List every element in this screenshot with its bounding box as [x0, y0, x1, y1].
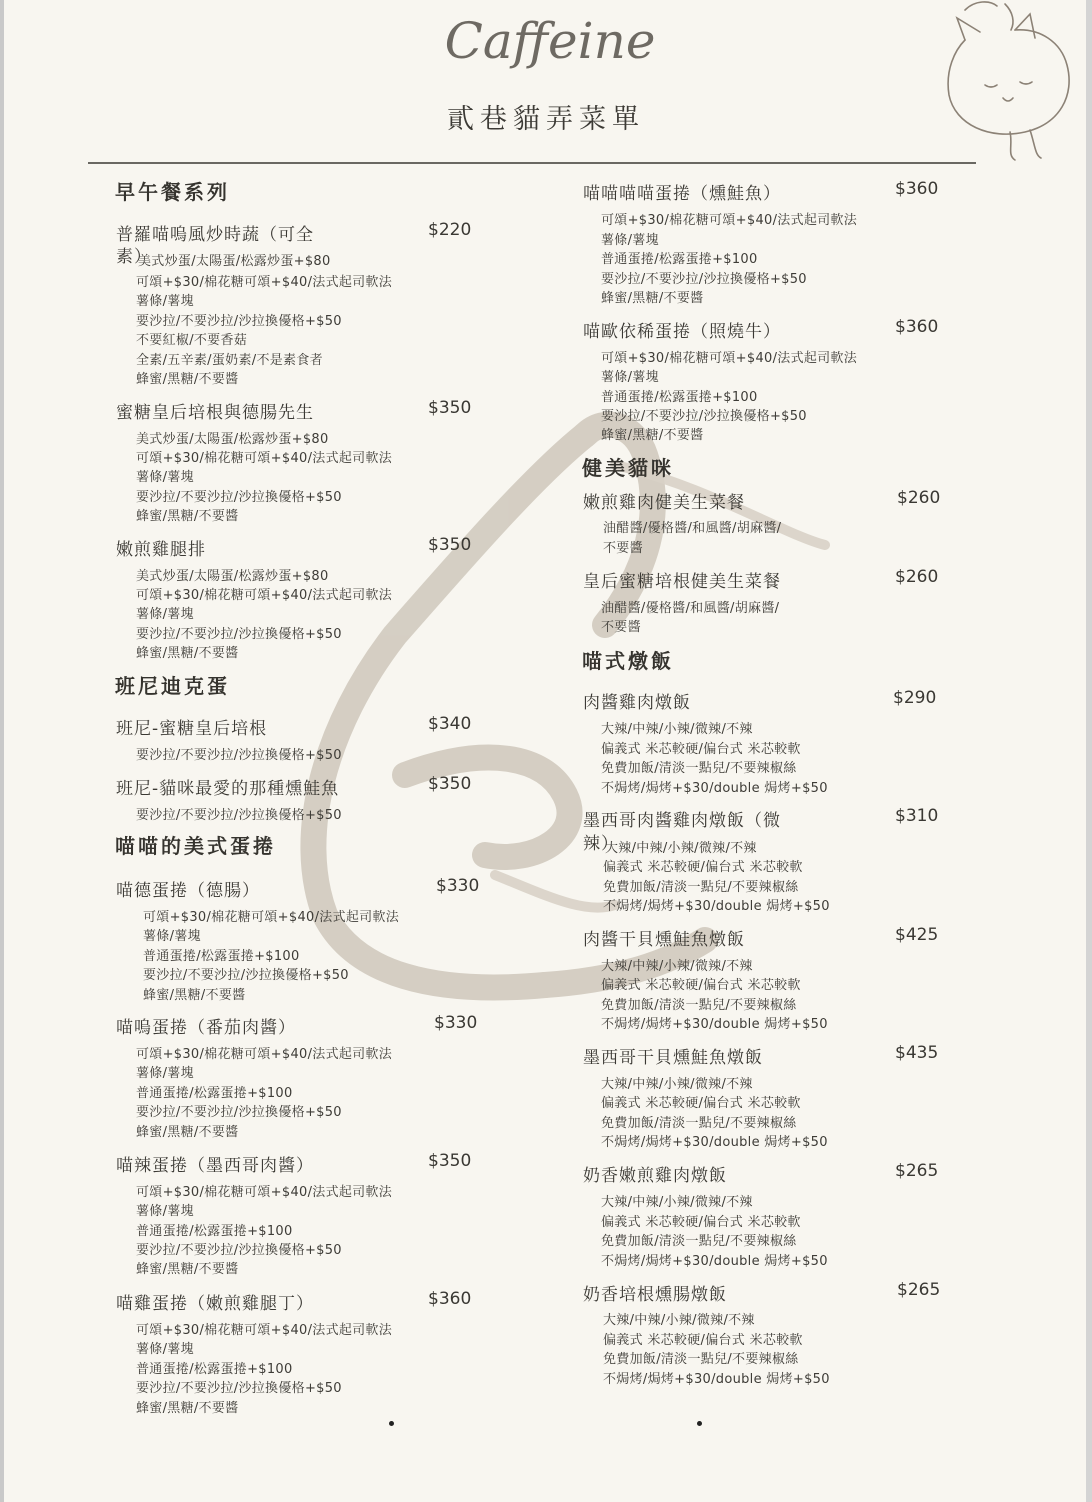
menu-item-name: 喵歐依稀蛋捲（照燒牛）: [583, 322, 781, 342]
menu-item-name: 班尼-蜜糖皇后培根: [116, 719, 268, 739]
menu-item-option: 免費加飯/清淡一點兒/不要辣椒絲: [601, 1234, 797, 1249]
menu-item-price: $425: [895, 925, 939, 945]
menu-item-name: 喵喵喵喵蛋捲（燻鮭魚）: [583, 184, 781, 204]
menu-item-option: 大辣/中辣/小辣/微辣/不辣: [603, 1313, 755, 1328]
menu-item-option: 薯條/薯塊: [136, 1342, 194, 1357]
menu-item-option: 普通蛋捲/松露蛋捲+$100: [601, 252, 758, 267]
menu-item-option: 可頌+$30/棉花糖可頌+$40/法式起司軟法: [601, 213, 858, 228]
menu-item-option: 蜂蜜/黑糖/不要醬: [601, 291, 704, 306]
menu-item-option: 大辣/中辣/小辣/微辣/不辣: [601, 722, 753, 737]
menu-item-option: 可頌+$30/棉花糖可頌+$40/法式起司軟法: [136, 1185, 393, 1200]
menu-item-price: $265: [895, 1161, 939, 1181]
menu-item-option: 大辣/中辣/小辣/微辣/不辣: [601, 1077, 753, 1092]
menu-item-option: 偏義式 米芯較硬/偏台式 米芯較軟: [601, 1215, 801, 1230]
menu-item-option: 蜂蜜/黑糖/不要醬: [136, 509, 239, 524]
menu-item-name: 蜜糖皇后培根與德腸先生: [116, 403, 314, 423]
menu-item-price: $260: [895, 567, 939, 587]
menu-item-name: 墨西哥肉醬雞肉燉飯（微: [583, 811, 781, 831]
menu-item-option: 薯條/薯塊: [136, 1204, 194, 1219]
menu-item-option: 不焗烤/焗烤+$30/double 焗烤+$50: [601, 1254, 828, 1269]
menu-item-option: 免費加飯/清淡一點兒/不要辣椒絲: [601, 998, 797, 1013]
menu-item-option: 免費加飯/清淡一點兒/不要辣椒絲: [603, 880, 799, 895]
menu-item-name: 普羅喵嗚風炒時蔬（可全: [116, 225, 314, 245]
menu-item-option: 不焗烤/焗烤+$30/double 焗烤+$50: [601, 1017, 828, 1032]
menu-item-option: 免費加飯/清淡一點兒/不要辣椒絲: [601, 1116, 797, 1131]
menu-item-option: 免費加飯/清淡一點兒/不要辣椒絲: [603, 1352, 799, 1367]
menu-item-option: 不焗烤/焗烤+$30/double 焗烤+$50: [601, 1135, 828, 1150]
menu-item-option: 要沙拉/不要沙拉/沙拉換優格+$50: [601, 409, 807, 424]
menu-item-option: 大辣/中辣/小辣/微辣/不辣: [601, 1195, 753, 1210]
section-title: 健美貓咪: [582, 456, 674, 480]
menu-item-option: 偏義式 米芯較硬/偏台式 米芯較軟: [601, 978, 801, 993]
menu-item-option: 全素/五辛素/蛋奶素/不是素食者: [136, 353, 323, 368]
menu-item-price: $310: [895, 806, 939, 826]
menu-item-option: 美式炒蛋/太陽蛋/松露炒蛋+$80: [136, 432, 329, 447]
menu-item-option: 可頌+$30/棉花糖可頌+$40/法式起司軟法: [136, 588, 393, 603]
menu-item-option: 可頌+$30/棉花糖可頌+$40/法式起司軟法: [136, 451, 393, 466]
menu-item-option: 要沙拉/不要沙拉/沙拉換優格+$50: [136, 1381, 342, 1396]
menu-item-option: 不要醬: [603, 541, 643, 556]
menu-item-option: 蜂蜜/黑糖/不要醬: [601, 428, 704, 443]
menu-item-name: 墨西哥干貝燻鮭魚燉飯: [583, 1048, 763, 1068]
menu-item-option: 美式炒蛋/太陽蛋/松露炒蛋+$80: [138, 254, 331, 269]
menu-item-option: 不要紅椒/不要香菇: [136, 333, 248, 348]
menu-item-option: 要沙拉/不要沙拉/沙拉換優格+$50: [136, 627, 342, 642]
menu-item-name: 喵辣蛋捲（墨西哥肉醬）: [116, 1156, 314, 1176]
menu-item-option: 可頌+$30/棉花糖可頌+$40/法式起司軟法: [601, 351, 858, 366]
menu-item-option: 普通蛋捲/松露蛋捲+$100: [143, 949, 300, 964]
menu-item-price: $290: [893, 688, 937, 708]
menu-item-name: 皇后蜜糖培根健美生菜餐: [583, 572, 781, 592]
menu-item-option: 不焗烤/焗烤+$30/double 焗烤+$50: [603, 899, 830, 914]
menu-item-price: $350: [428, 535, 472, 555]
header-divider: [88, 162, 976, 164]
menu-item-option: 不要醬: [601, 620, 641, 635]
menu-item-option: 偏義式 米芯較硬/偏台式 米芯較軟: [601, 1096, 801, 1111]
menu-item-option: 薯條/薯塊: [136, 470, 194, 485]
menu-item-option: 要沙拉/不要沙拉/沙拉換優格+$50: [136, 490, 342, 505]
menu-item-option: 要沙拉/不要沙拉/沙拉換優格+$50: [136, 748, 342, 763]
menu-item-option: 不焗烤/焗烤+$30/double 焗烤+$50: [601, 781, 828, 796]
cat-sketch-icon: [935, 0, 1085, 165]
menu-item-price: $360: [428, 1289, 472, 1309]
menu-item-price: $350: [428, 1151, 472, 1171]
menu-item-option: 免費加飯/清淡一點兒/不要辣椒絲: [601, 761, 797, 776]
menu-item-price: $360: [895, 317, 939, 337]
menu-item-option: 薯條/薯塊: [136, 607, 194, 622]
menu-item-option: 蜂蜜/黑糖/不要醬: [136, 646, 239, 661]
menu-item-price: $340: [428, 714, 472, 734]
menu-item-name: 喵雞蛋捲（嫩煎雞腿丁）: [116, 1294, 314, 1314]
menu-item-name-continued: 辣）: [583, 834, 619, 854]
menu-title: 貳巷貓弄菜單: [447, 104, 645, 135]
menu-item-option: 油醋醬/優格醬/和風醬/胡麻醬/: [603, 521, 782, 536]
menu-item-option: 偏義式 米芯較硬/偏台式 米芯較軟: [603, 1333, 803, 1348]
menu-item-option: 偏義式 米芯較硬/偏台式 米芯較軟: [603, 860, 803, 875]
right-frame-edge: [1086, 0, 1092, 1502]
menu-item-option: 普通蛋捲/松露蛋捲+$100: [136, 1086, 293, 1101]
menu-item-price: $330: [436, 876, 480, 896]
menu-item-name: 嫩煎雞腿排: [116, 540, 206, 560]
left-frame-edge: [0, 0, 4, 1502]
menu-item-name: 肉醬干貝燻鮭魚燉飯: [583, 930, 745, 950]
menu-item-option: 要沙拉/不要沙拉/沙拉換優格+$50: [601, 272, 807, 287]
menu-item-option: 可頌+$30/棉花糖可頌+$40/法式起司軟法: [143, 910, 400, 925]
menu-item-option: 蜂蜜/黑糖/不要醬: [143, 988, 246, 1003]
menu-item-option: 美式炒蛋/太陽蛋/松露炒蛋+$80: [136, 569, 329, 584]
menu-item-name: 肉醬雞肉燉飯: [583, 693, 691, 713]
menu-item-price: $360: [895, 179, 939, 199]
menu-item-option: 薯條/薯塊: [143, 929, 201, 944]
menu-item-price: $260: [897, 488, 941, 508]
menu-item-option: 要沙拉/不要沙拉/沙拉換優格+$50: [136, 1243, 342, 1258]
logo-text: Caffeine: [444, 12, 656, 70]
menu-item-option: 要沙拉/不要沙拉/沙拉換優格+$50: [143, 968, 349, 983]
menu-item-option: 偏義式 米芯較硬/偏台式 米芯較軟: [601, 742, 801, 757]
menu-item-name: 奶香嫩煎雞肉燉飯: [583, 1166, 727, 1186]
page-dot: [389, 1421, 394, 1426]
menu-item-option: 大辣/中辣/小辣/微辣/不辣: [605, 841, 757, 856]
menu-item-option: 大辣/中辣/小辣/微辣/不辣: [601, 959, 753, 974]
section-title: 早午餐系列: [115, 180, 230, 204]
menu-item-name: 班尼-貓咪最愛的那種燻鮭魚: [116, 779, 340, 799]
menu-item-price: $350: [428, 398, 472, 418]
menu-item-option: 不焗烤/焗烤+$30/double 焗烤+$50: [603, 1372, 830, 1387]
menu-item-name: 喵嗚蛋捲（番茄肉醬）: [116, 1018, 296, 1038]
menu-item-price: $435: [895, 1043, 939, 1063]
menu-item-option: 蜂蜜/黑糖/不要醬: [136, 1262, 239, 1277]
menu-item-price: $220: [428, 220, 472, 240]
menu-item-option: 薯條/薯塊: [601, 233, 659, 248]
menu-item-option: 可頌+$30/棉花糖可頌+$40/法式起司軟法: [136, 1047, 393, 1062]
menu-item-option: 普通蛋捲/松露蛋捲+$100: [136, 1362, 293, 1377]
menu-item-option: 要沙拉/不要沙拉/沙拉換優格+$50: [136, 314, 342, 329]
menu-item-option: 薯條/薯塊: [601, 370, 659, 385]
menu-item-name-continued: 素）: [116, 247, 152, 267]
menu-item-option: 薯條/薯塊: [136, 1066, 194, 1081]
menu-item-option: 普通蛋捲/松露蛋捲+$100: [601, 390, 758, 405]
menu-item-option: 蜂蜜/黑糖/不要醬: [136, 372, 239, 387]
menu-item-price: $330: [434, 1013, 478, 1033]
menu-item-option: 油醋醬/優格醬/和風醬/胡麻醬/: [601, 601, 780, 616]
menu-item-option: 薯條/薯塊: [136, 294, 194, 309]
menu-item-name: 嫩煎雞肉健美生菜餐: [583, 493, 745, 513]
menu-item-price: $265: [897, 1280, 941, 1300]
caffeine-logo: [405, 0, 695, 80]
menu-item-name: 喵德蛋捲（德腸）: [116, 881, 260, 901]
menu-item-option: 要沙拉/不要沙拉/沙拉換優格+$50: [136, 1105, 342, 1120]
menu-item-price: $350: [428, 774, 472, 794]
menu-item-option: 普通蛋捲/松露蛋捲+$100: [136, 1224, 293, 1239]
menu-item-option: 蜂蜜/黑糖/不要醬: [136, 1125, 239, 1140]
menu-item-name: 奶香培根燻腸燉飯: [583, 1285, 727, 1305]
menu-item-option: 要沙拉/不要沙拉/沙拉換優格+$50: [136, 808, 342, 823]
section-title: 喵喵的美式蛋捲: [115, 834, 276, 858]
section-title: 班尼迪克蛋: [115, 674, 230, 698]
menu-item-option: 可頌+$30/棉花糖可頌+$40/法式起司軟法: [136, 275, 393, 290]
menu-item-option: 蜂蜜/黑糖/不要醬: [136, 1401, 239, 1416]
menu-item-option: 可頌+$30/棉花糖可頌+$40/法式起司軟法: [136, 1323, 393, 1338]
page-dot: [697, 1421, 702, 1426]
section-title: 喵式燉飯: [582, 649, 674, 673]
